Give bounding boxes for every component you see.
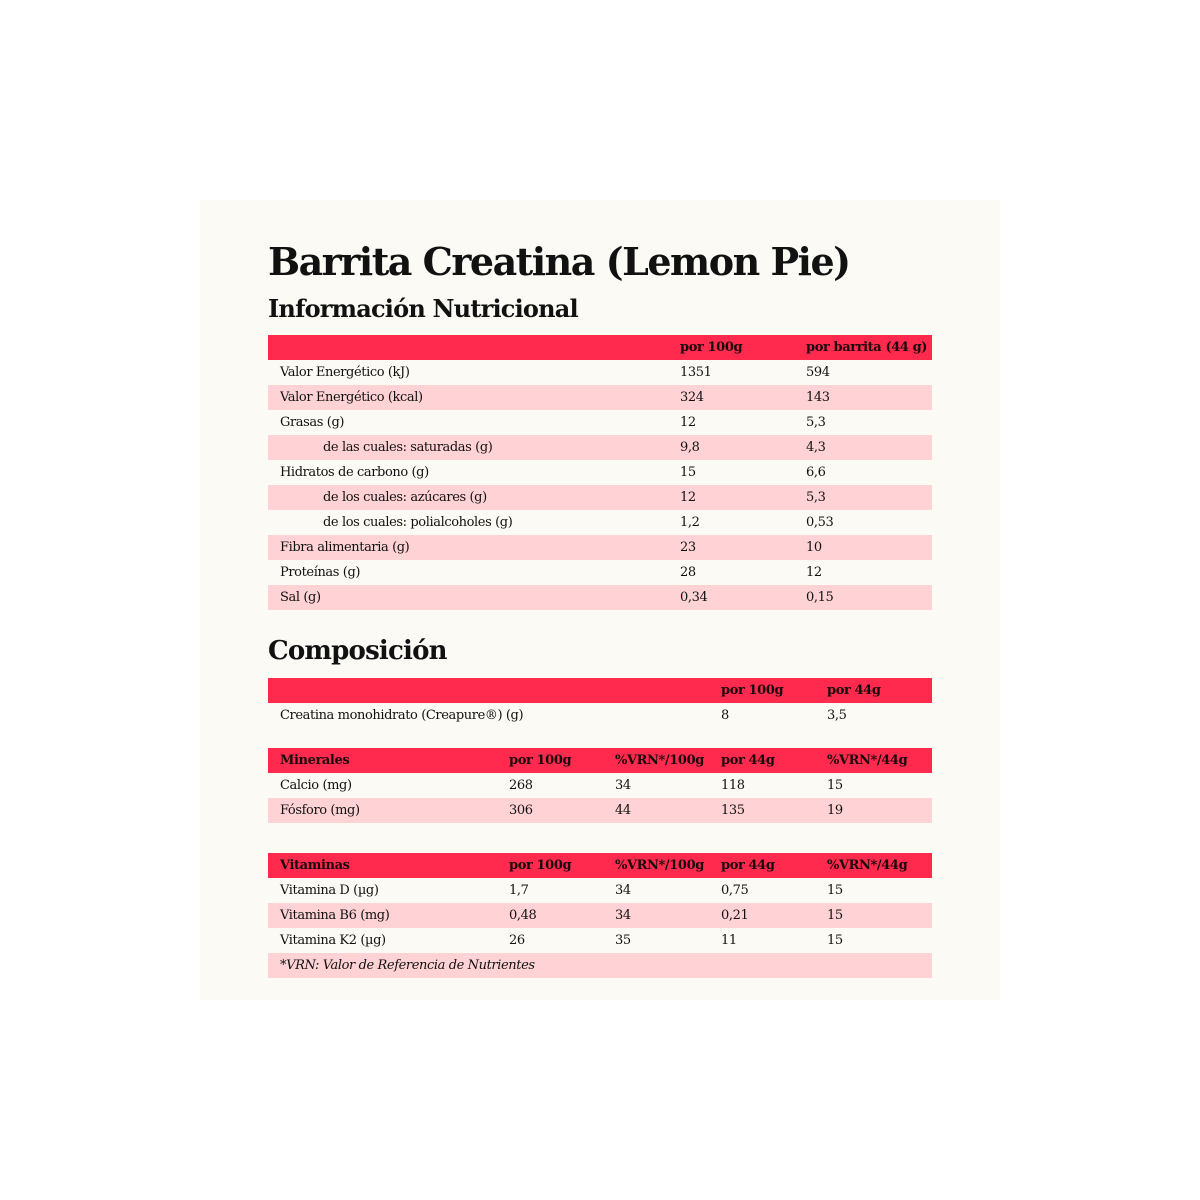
value-per-44g: 11 (721, 933, 737, 948)
table-row (268, 510, 932, 535)
column-header: %VRN*/44g (827, 753, 908, 768)
table-row (268, 485, 932, 510)
value-per-100g: 306 (509, 803, 533, 818)
value-per-44g: 135 (721, 803, 745, 818)
row-label: Fibra alimentaria (g) (280, 540, 410, 555)
row-label: Vitamina K2 (µg) (280, 933, 386, 948)
column-header: por 100g (509, 858, 572, 873)
value-per-44g: 0,21 (721, 908, 749, 923)
value-per-bar: 143 (806, 390, 830, 405)
value-per-bar: 6,6 (806, 465, 826, 480)
footnote-row (268, 953, 932, 978)
row-label: de los cuales: polialcoholes (g) (323, 515, 513, 530)
column-header: por barrita (44 g) (806, 340, 928, 355)
value-vrn-100g: 35 (615, 933, 631, 948)
row-label: Fósforo (mg) (280, 803, 360, 818)
vrn-footnote: *VRN: Valor de Referencia de Nutrientes (280, 958, 535, 973)
row-label: Calcio (mg) (280, 778, 352, 793)
table-row (268, 535, 932, 560)
value-per-bar: 12 (806, 565, 822, 580)
value-per-100g: 23 (680, 540, 696, 555)
table-row (268, 903, 932, 928)
column-header: por 100g (721, 683, 784, 698)
table-row (268, 460, 932, 485)
value-per-bar: 5,3 (806, 415, 826, 430)
value-per-100g: 0,48 (509, 908, 537, 923)
table-row (268, 928, 932, 953)
value-per-100g: 28 (680, 565, 696, 580)
column-header: %VRN*/100g (615, 753, 704, 768)
nutrition-table (268, 335, 932, 610)
table-row (268, 703, 932, 728)
page-title: Barrita Creatina (Lemon Pie) (268, 239, 850, 284)
table-row (268, 560, 932, 585)
row-label: Valor Energético (kJ) (280, 365, 410, 380)
value-per-100g: 1351 (680, 365, 712, 380)
table-row (268, 878, 932, 903)
nutrition-heading: Información Nutricional (268, 294, 578, 323)
row-label: Proteínas (g) (280, 565, 361, 580)
table-row (268, 585, 932, 610)
value-per-bar: 5,3 (806, 490, 826, 505)
composition-heading: Composición (268, 636, 447, 666)
value-per-100g: 9,8 (680, 440, 700, 455)
table-row (268, 773, 932, 798)
value-per-100g: 26 (509, 933, 525, 948)
value-vrn-100g: 44 (615, 803, 631, 818)
value-per-100g: 12 (680, 415, 696, 430)
row-label: Vitamina D (µg) (280, 883, 379, 898)
value-per-100g: 15 (680, 465, 696, 480)
row-label: Sal (g) (280, 590, 321, 605)
table-header-row (268, 748, 932, 773)
value-per-100g: 1,7 (509, 883, 529, 898)
value-vrn-44g: 19 (827, 803, 843, 818)
table-row (268, 385, 932, 410)
row-label: de los cuales: azúcares (g) (323, 490, 487, 505)
value-per-44g: 0,75 (721, 883, 749, 898)
row-label: Hidratos de carbono (g) (280, 465, 429, 480)
table-row (268, 798, 932, 823)
value-per-bar: 0,15 (806, 590, 834, 605)
value-per-100g: 8 (721, 708, 729, 723)
value-per-44g: 118 (721, 778, 745, 793)
vitamins-table (268, 853, 932, 978)
column-header: %VRN*/44g (827, 858, 908, 873)
value-per-44g: 3,5 (827, 708, 847, 723)
row-label: Valor Energético (kcal) (280, 390, 423, 405)
value-vrn-100g: 34 (615, 883, 631, 898)
value-vrn-44g: 15 (827, 908, 843, 923)
row-label: Grasas (g) (280, 415, 345, 430)
table-row (268, 435, 932, 460)
value-per-bar: 10 (806, 540, 822, 555)
table-row (268, 410, 932, 435)
column-header: Vitaminas (280, 858, 350, 873)
row-label: Creatina monohidrato (Creapure®) (g) (280, 708, 524, 723)
value-per-100g: 324 (680, 390, 704, 405)
table-header-row (268, 853, 932, 878)
column-header: por 44g (827, 683, 881, 698)
table-header-row (268, 335, 932, 360)
composition-table (268, 678, 932, 728)
column-header: por 100g (509, 753, 572, 768)
column-header: por 100g (680, 340, 743, 355)
value-per-bar: 0,53 (806, 515, 834, 530)
value-vrn-100g: 34 (615, 778, 631, 793)
value-per-100g: 0,34 (680, 590, 708, 605)
value-vrn-44g: 15 (827, 933, 843, 948)
table-row (268, 360, 932, 385)
value-per-100g: 268 (509, 778, 533, 793)
column-header: por 44g (721, 753, 775, 768)
value-per-100g: 12 (680, 490, 696, 505)
column-header: %VRN*/100g (615, 858, 704, 873)
minerals-table (268, 748, 932, 823)
value-per-bar: 594 (806, 365, 830, 380)
value-vrn-44g: 15 (827, 883, 843, 898)
value-per-bar: 4,3 (806, 440, 826, 455)
column-header: Minerales (280, 753, 350, 768)
value-vrn-44g: 15 (827, 778, 843, 793)
value-per-100g: 1,2 (680, 515, 700, 530)
column-header: por 44g (721, 858, 775, 873)
table-header-row (268, 678, 932, 703)
value-vrn-100g: 34 (615, 908, 631, 923)
row-label: de las cuales: saturadas (g) (323, 440, 493, 455)
row-label: Vitamina B6 (mg) (280, 908, 390, 923)
